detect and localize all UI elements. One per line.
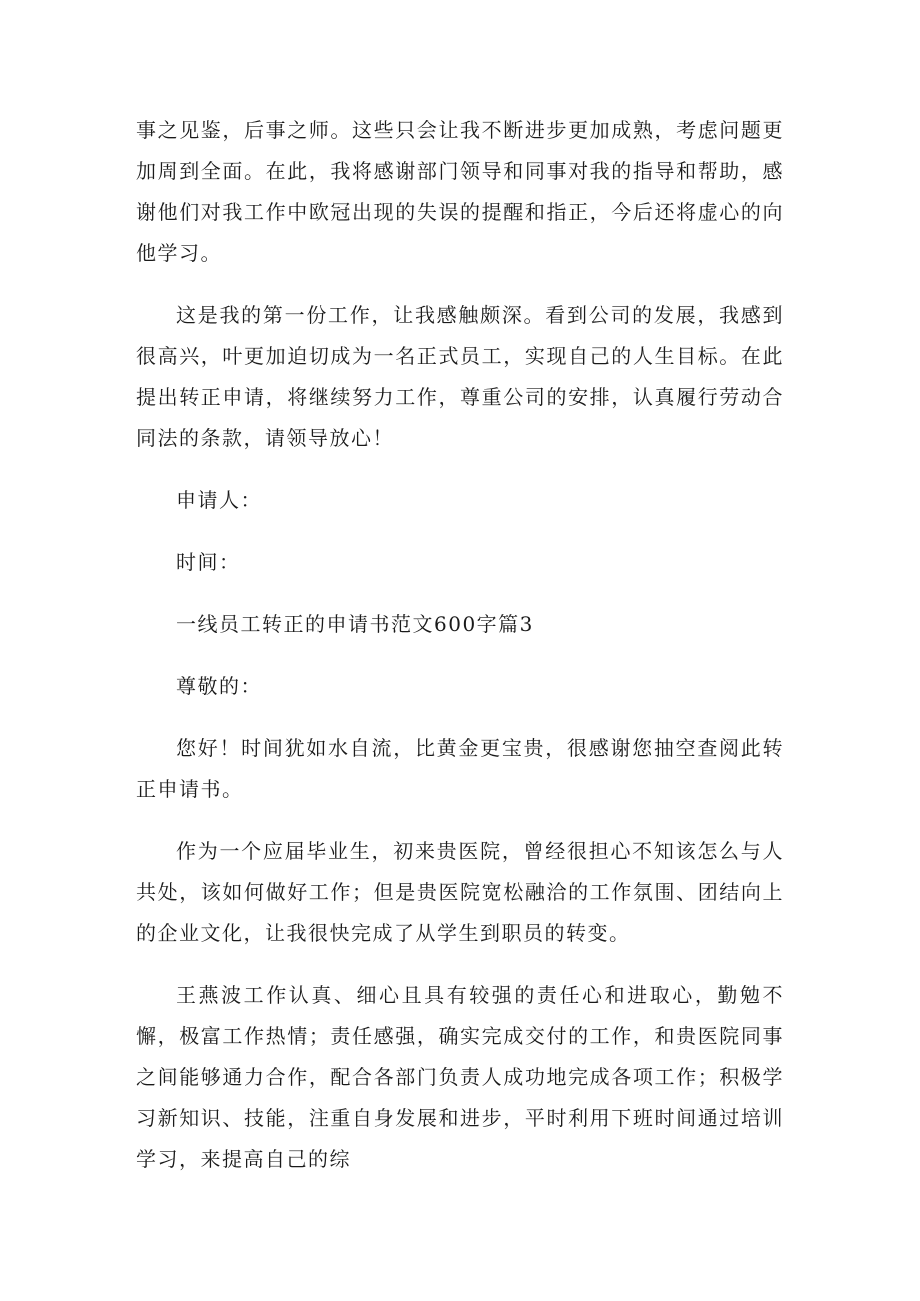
paragraph-greeting: 您好！时间犹如水自流，比黄金更宝贵，很感谢您抽空查阅此转正申请书。 bbox=[136, 736, 784, 801]
paragraph-graduate: 作为一个应届毕业生，初来贵医院，曾经很担心不知该怎么与人共处，该如何做好工作；但是贵医院宽松融洽的工作氛围、团结向上的企业文化，让我很快完成了从学生到职员的转变。 bbox=[136, 839, 784, 945]
time-label: 时间： bbox=[176, 550, 241, 574]
paragraph-continuation: 事之见鉴，后事之师。这些只会让我不断进步更加成熟，考虑问题更加周到全面。在此，我将感谢部门领导和同事对我的指导和帮助，感谢他们对我工作中欧冠出现的失误的提醒和指正，今后还将虚心的向他学习。 bbox=[136, 118, 784, 265]
applicant-label: 申请人： bbox=[176, 488, 262, 512]
section-title: 一线员工转正的申请书范文600字篇3 bbox=[176, 612, 534, 636]
salutation: 尊敬的： bbox=[176, 674, 262, 698]
paragraph-performance: 王燕波工作认真、细心且具有较强的责任心和进取心，勤勉不懈，极富工作热情；责任感强，确实完成交付的工作，和贵医院同事之间能够通力合作，配合各部门负责人成功地完成各项工作；积极学习新知识、技能，注重自身发展和进步，平时利用下班时间通过培训学习，来提高自己的综 bbox=[136, 983, 784, 1171]
paragraph-first-job: 这是我的第一份工作，让我感触颇深。看到公司的发展，我感到很高兴，叶更加迫切成为一名正式员工，实现自己的人生目标。在此提出转正申请，将继续努力工作，尊重公司的安排，认真履行劳动合同法的条款，请领导放心！ bbox=[136, 303, 784, 450]
document-body bbox=[136, 110, 784, 1201]
